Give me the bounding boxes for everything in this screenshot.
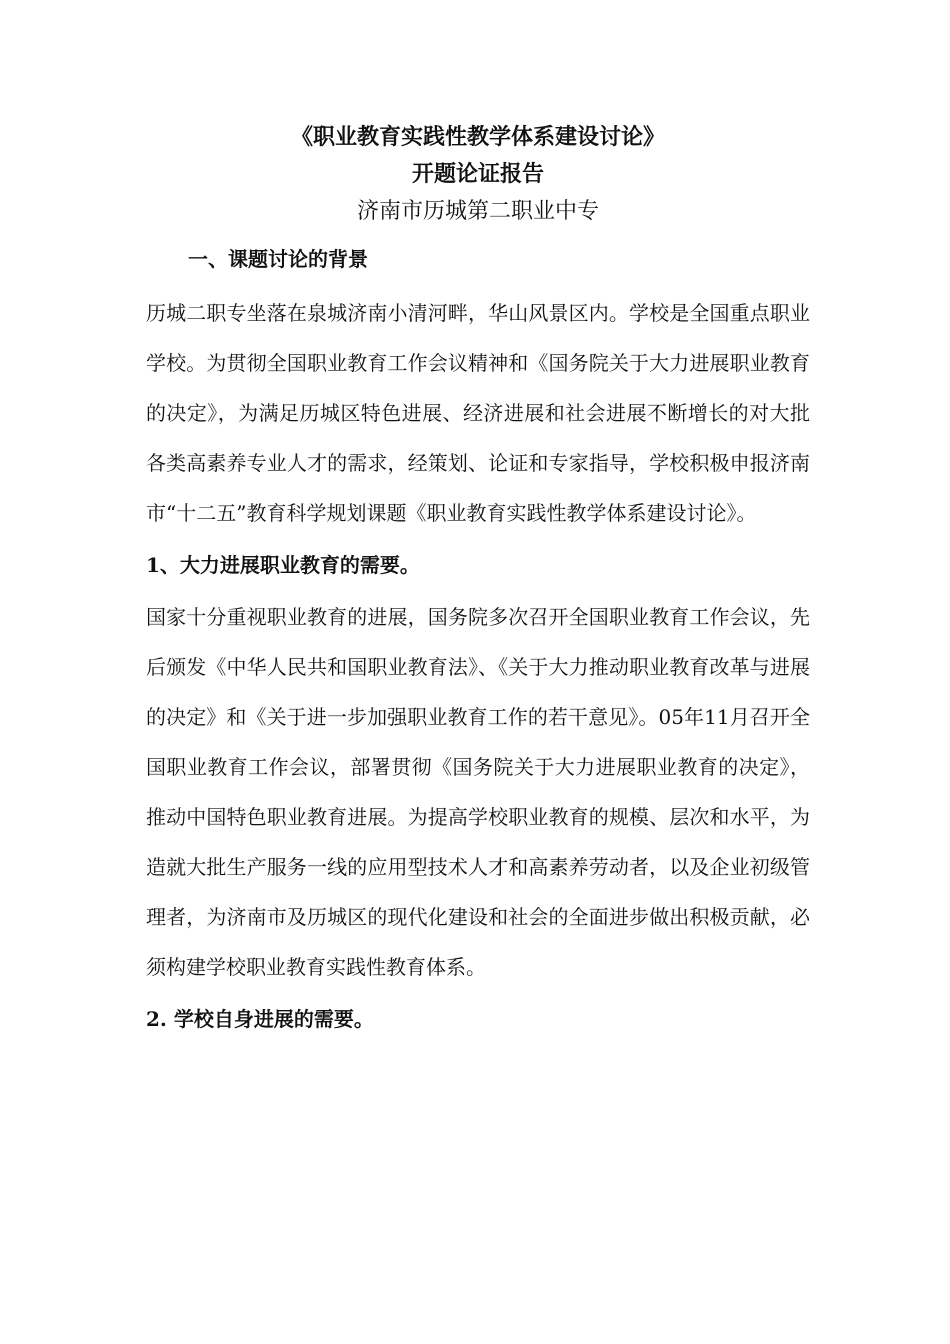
subheading-school-need: 2. 学校自身进展的需要。 — [146, 1007, 374, 1031]
subheading-vocational-need: 1、大力进展职业教育的需要。 — [146, 553, 420, 577]
organization-name: 济南市历城第二职业中专 — [356, 199, 599, 224]
document-title: 《职业教育实践性教学体系建设讨论》 — [290, 124, 665, 150]
paragraph-vocational-need: 国家十分重视职业教育的进展，国务院多次召开全国职业教育工作会议，先后颁发《中华人民共和国职业教育法》、《关于大力推动职业教育改革与进展的决定》和《关于进一步加强职业教育工作的若干意见》。05年11月召开全国职业教育工作会议，部署贯彻《国务院关于大力进展职业教育的决定》，推动中国特色职业教育进展。为提高学校职业教育的规模、层次和水平，为造就大批生产服务一线的应用型技术人才和高素养劳动者，以及企业初级管理者，为济南市及历城区的现代化建设和社会的全面进步做出积极贡献，必须构建学校职业教育实践性教育体系。 — [146, 605, 810, 979]
section-heading-background: 一、课题讨论的背景 — [188, 247, 368, 271]
document-content — [146, 118, 810, 1046]
paragraph-background: 历城二职专坐落在泉城济南小清河畔，华山风景区内。学校是全国重点职业学校。为贯彻全国职业教育工作会议精神和《国务院关于大力进展职业教育的决定》，为满足历城区特色进展、经济进展和社会进展不断增长的对大批各类高素养专业人才的需求，经策划、论证和专家指导，学校积极申报济南市“十二五”教育科学规划课题《职业教育实践性教学体系建设讨论》。 — [146, 301, 810, 525]
document-subtitle: 开题论证报告 — [411, 161, 544, 187]
